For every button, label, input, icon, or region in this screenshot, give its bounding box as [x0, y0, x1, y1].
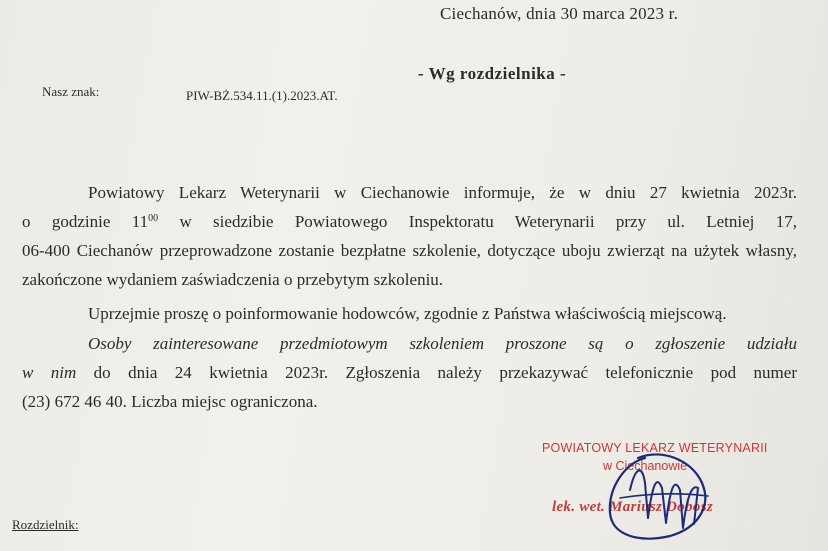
paragraph-line: Osoby zainteresowane przedmiotowym szkoleniem proszone są o zgłoszenie udziału	[88, 334, 797, 353]
paragraph-line	[22, 358, 797, 387]
paragraph-line: Powiatowy Lekarz Weterynarii w Ciechanowie informuje, że w dniu 27 kwietnia 2023r.	[88, 183, 797, 202]
paragraph-line: Uprzejmie proszę o poinformowanie hodowców, zgodnie z Państwa właściwością miejscową.	[88, 304, 727, 323]
text-segment: w nim	[22, 363, 77, 382]
text-segment: o godzinie 11	[22, 212, 149, 231]
paragraph-line: 06-400 Ciechanów przeprowadzone zostanie bezpłatne szkolenie, dotyczące uboju zwierząt na użytek własny,	[22, 241, 797, 260]
addressee: - Wg rozdzielnika -	[418, 64, 567, 83]
paragraph-line: (23) 672 46 40. Liczba miejsc ograniczona.	[22, 392, 318, 411]
paragraph-line	[22, 207, 797, 236]
handwritten-signature	[590, 428, 720, 544]
official-stamp-title: POWIATOWY LEKARZ WETERYNARII	[542, 441, 768, 455]
reference-number: PIW-BŻ.534.11.(1).2023.AT.	[186, 88, 338, 103]
official-stamp-location: w Ciechanowie	[603, 459, 688, 473]
text-segment: do dnia 24 kwietnia 2023r. Zgłoszenia należy przekazywać telefonicznie pod numer	[76, 363, 797, 382]
signer-name: lek. wet. Mariusz Dobosz	[552, 499, 713, 515]
reference-label: Nasz znak:	[42, 84, 100, 99]
letter-date: Ciechanów, dnia 30 marca 2023 r.	[440, 4, 679, 23]
paragraph-line: zakończone wydaniem zaświadczenia o przebytym szkoleniu.	[22, 270, 444, 289]
paragraph-registration	[22, 329, 797, 416]
paragraph-training-announcement	[22, 178, 797, 294]
distribution-list-label: Rozdzielnik:	[12, 517, 79, 532]
text-segment: w siedzibie Powiatowego Inspektoratu Weterynarii przy ul. Letniej 17,	[158, 212, 797, 231]
paragraph-request	[22, 299, 797, 328]
superscript-minutes: 00	[148, 213, 159, 224]
